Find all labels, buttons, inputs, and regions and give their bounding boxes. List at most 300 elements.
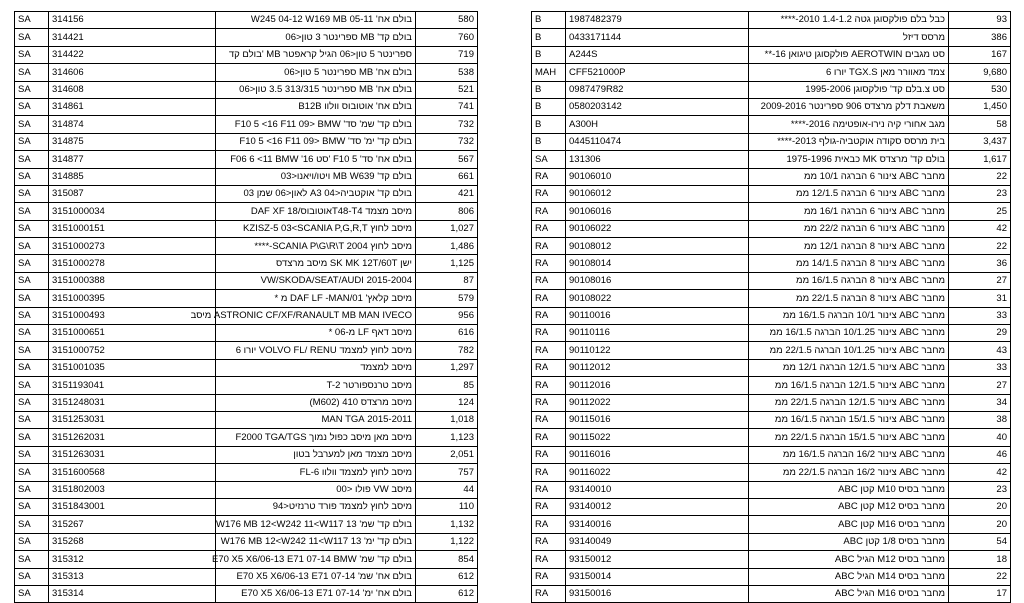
type-cell: SA	[15, 290, 49, 307]
table-row	[532, 98, 1011, 115]
description-cell: מחבר ABC צינור 10/1.25 הברגה 22/1.5 ממ	[749, 342, 949, 359]
description-cell: מחבר ABC צינור 8 הברגה 12/1 ממ	[749, 238, 949, 255]
description-cell: מיסב מצמד מאן למערבל בטון	[216, 446, 416, 463]
type-cell: SA	[15, 12, 49, 29]
type-cell: SA	[15, 272, 49, 289]
table-row	[532, 377, 1011, 394]
type-cell: SA	[15, 394, 49, 411]
quantity-cell: 956	[416, 307, 478, 324]
description-cell: מיסב לחוץ KZISZ-5 03<SCANIA P,G,R,T	[216, 220, 416, 237]
table-row	[532, 533, 1011, 550]
type-cell: RA	[532, 168, 566, 185]
table-row	[532, 481, 1011, 498]
description-cell: מחבר ABC צינור 8 הברגה 22/1.5 ממ	[749, 290, 949, 307]
part-code-cell: 93140012	[566, 498, 749, 515]
quantity-cell: 732	[416, 116, 478, 133]
type-cell: RA	[532, 272, 566, 289]
quantity-cell: 167	[949, 46, 1011, 63]
part-code-cell: 3151802003	[49, 481, 216, 498]
quantity-cell: 43	[949, 342, 1011, 359]
description-cell: מיסב טרנספורטר T-2	[216, 377, 416, 394]
quantity-cell: 2,051	[416, 446, 478, 463]
quantity-cell: 386	[949, 29, 1011, 46]
type-cell: SA	[15, 481, 49, 498]
part-code-cell: 314875	[49, 133, 216, 150]
quantity-cell: 27	[949, 272, 1011, 289]
table-row	[15, 12, 478, 29]
quantity-cell: 521	[416, 81, 478, 98]
quantity-cell: 579	[416, 290, 478, 307]
part-code-cell: 315314	[49, 585, 216, 602]
table-row	[15, 551, 478, 568]
description-cell: מחבר ABC צינור 10/1.25 הברגה 16/1.5 ממ	[749, 325, 949, 342]
part-code-cell: 93150014	[566, 568, 749, 585]
type-cell: RA	[532, 568, 566, 585]
description-cell: מיסב מצמד T48-T4אוטובוס/18 DAF XF	[216, 203, 416, 220]
description-cell: ישן SK MK 12T/60T מיסב מרצדס	[216, 255, 416, 272]
description-cell: מיסב לחוץ למצמד וולוו FL-6	[216, 464, 416, 481]
type-cell: SA	[15, 255, 49, 272]
description-cell: מיסב דאף LF מ-06 *	[216, 325, 416, 342]
description-cell: בולם אח' MB ספרינטר 5 טון<06	[216, 64, 416, 81]
part-code-cell: 315267	[49, 516, 216, 533]
quantity-cell: 612	[416, 568, 478, 585]
table-row	[532, 325, 1011, 342]
table-row	[532, 342, 1011, 359]
type-cell: SA	[15, 533, 49, 550]
type-cell: SA	[15, 551, 49, 568]
description-cell: בולם קד' MB W639 ויטו/ויאנו<03	[216, 168, 416, 185]
type-cell: RA	[532, 185, 566, 202]
type-cell: SA	[15, 585, 49, 602]
part-code-cell: 90116016	[566, 446, 749, 463]
table-row	[15, 185, 478, 202]
part-code-cell: 131306	[566, 151, 749, 168]
table-row	[532, 133, 1011, 150]
part-code-cell: 90116022	[566, 464, 749, 481]
parts-table-left	[14, 11, 478, 603]
type-cell: SA	[15, 464, 49, 481]
part-code-cell: 315313	[49, 568, 216, 585]
type-cell: RA	[532, 359, 566, 376]
quantity-cell: 93	[949, 12, 1011, 29]
part-code-cell: 3151843001	[49, 498, 216, 515]
table-row	[532, 238, 1011, 255]
quantity-cell: 1,617	[949, 151, 1011, 168]
table-row	[15, 203, 478, 220]
table-row	[15, 151, 478, 168]
description-cell: סט צ.בלם קד' פולקסוגן 1995-2006	[749, 81, 949, 98]
part-code-cell: 90115016	[566, 411, 749, 428]
quantity-cell: 20	[949, 498, 1011, 515]
table-row	[532, 255, 1011, 272]
description-cell: מחבר ABC צינור 6 הברגה 16/1 ממ	[749, 203, 949, 220]
type-cell: SA	[15, 116, 49, 133]
part-code-cell: 90108014	[566, 255, 749, 272]
description-cell: מחבר ABC צינור 15/1.5 הברגה 16/1.5 ממ	[749, 411, 949, 428]
table-row	[532, 168, 1011, 185]
part-code-cell: A244S	[566, 46, 749, 63]
part-code-cell: 0987479R82	[566, 81, 749, 98]
table-row	[532, 46, 1011, 63]
table-row	[15, 290, 478, 307]
part-code-cell: 90108016	[566, 272, 749, 289]
part-code-cell: 3151000752	[49, 342, 216, 359]
quantity-cell: 42	[949, 464, 1011, 481]
type-cell: B	[532, 46, 566, 63]
table-row	[532, 568, 1011, 585]
table-row	[532, 411, 1011, 428]
part-code-cell: 90108012	[566, 238, 749, 255]
quantity-cell: 530	[949, 81, 1011, 98]
quantity-cell: 1,122	[416, 533, 478, 550]
part-code-cell: A300H	[566, 116, 749, 133]
quantity-cell: 46	[949, 446, 1011, 463]
part-code-cell: 315268	[49, 533, 216, 550]
table-row	[532, 12, 1011, 29]
table-row	[15, 272, 478, 289]
quantity-cell: 22	[949, 168, 1011, 185]
part-code-cell: 1987482379	[566, 12, 749, 29]
type-cell: B	[532, 116, 566, 133]
table-row	[532, 551, 1011, 568]
description-cell: בולם קד' מרצדס MK כבאית 1975-1996	[749, 151, 949, 168]
part-code-cell: 90110122	[566, 342, 749, 359]
description-cell: מחבר ABC צינור 12/1.5 הברגה 22/1.5 ממ	[749, 394, 949, 411]
type-cell: B	[532, 98, 566, 115]
description-cell: בולם קד' MB ספרינטר 3 טון<06	[216, 29, 416, 46]
table-row	[15, 116, 478, 133]
quantity-cell: 23	[949, 481, 1011, 498]
description-cell: בולם אח' W245 04-12 W169 MB 05-11	[216, 12, 416, 29]
type-cell: SA	[15, 307, 49, 324]
part-code-cell: 314606	[49, 64, 216, 81]
type-cell: RA	[532, 220, 566, 237]
table-row	[532, 359, 1011, 376]
part-code-cell: 90106010	[566, 168, 749, 185]
part-code-cell: 3151600568	[49, 464, 216, 481]
part-code-cell: 0445110474	[566, 133, 749, 150]
type-cell: RA	[532, 533, 566, 550]
quantity-cell: 20	[949, 516, 1011, 533]
type-cell: SA	[532, 151, 566, 168]
part-code-cell: 314874	[49, 116, 216, 133]
parts-table-left-body	[15, 12, 478, 603]
quantity-cell: 421	[416, 185, 478, 202]
type-cell: RA	[532, 290, 566, 307]
quantity-cell: 40	[949, 429, 1011, 446]
table-row	[15, 585, 478, 602]
description-cell: בולם אח' שמ' E70 X5 X6/06-13 E71 07-14	[216, 568, 416, 585]
part-code-cell: 93140049	[566, 533, 749, 550]
part-code-cell: 3151000395	[49, 290, 216, 307]
quantity-cell: 9,680	[949, 64, 1011, 81]
description-cell: מיסב VW פולו <00	[216, 481, 416, 498]
description-cell: מחבר ABC צינור 16/2 הברגה 22/1.5 ממ	[749, 464, 949, 481]
description-cell: מחבר ABC צינור 8 הברגה 16/1.5 ממ	[749, 272, 949, 289]
type-cell: B	[532, 29, 566, 46]
description-cell: בולם קד' שמ' E70 X5 X6/06-13 E71 07-14 BMW	[216, 551, 416, 568]
quantity-cell: 27	[949, 377, 1011, 394]
table-row	[15, 29, 478, 46]
quantity-cell: 85	[416, 377, 478, 394]
table-row	[532, 516, 1011, 533]
type-cell: B	[532, 133, 566, 150]
type-cell: RA	[532, 325, 566, 342]
part-code-cell: 3151000151	[49, 220, 216, 237]
quantity-cell: 110	[416, 498, 478, 515]
table-row	[15, 133, 478, 150]
description-cell: סט מגבים AEROTWIN פולקסוגן טיגואן 16-**	[749, 46, 949, 63]
table-row	[15, 325, 478, 342]
part-code-cell: 90110016	[566, 307, 749, 324]
part-code-cell: 315087	[49, 185, 216, 202]
description-cell: מחבר בסיס M10 קטן ABC	[749, 481, 949, 498]
table-row	[15, 377, 478, 394]
type-cell: RA	[532, 411, 566, 428]
quantity-cell: 87	[416, 272, 478, 289]
description-cell: מחבר ABC צינור 8 הברגה 14/1.5 ממ	[749, 255, 949, 272]
part-code-cell: 314421	[49, 29, 216, 46]
table-row	[15, 359, 478, 376]
part-code-cell: 314156	[49, 12, 216, 29]
description-cell: מחבר ABC צינור 12/1.5 הברגה 12/1 ממ	[749, 359, 949, 376]
description-cell: מיסב קלאץ' DAF LF -MAN/01 מ *	[216, 290, 416, 307]
part-code-cell: 3151000273	[49, 238, 216, 255]
type-cell: SA	[15, 64, 49, 81]
quantity-cell: 3,437	[949, 133, 1011, 150]
table-row	[15, 498, 478, 515]
table-row	[532, 429, 1011, 446]
quantity-cell: 25	[949, 203, 1011, 220]
type-cell: RA	[532, 255, 566, 272]
table-row	[15, 464, 478, 481]
table-row	[532, 394, 1011, 411]
quantity-cell: 33	[949, 307, 1011, 324]
description-cell: בולם אח' MB ספרינטר 313/315 3.5 טון<06	[216, 81, 416, 98]
part-code-cell: 90108022	[566, 290, 749, 307]
type-cell: SA	[15, 98, 49, 115]
quantity-cell: 18	[949, 551, 1011, 568]
description-cell: מחבר ABC צינור 15/1.5 הברגה 22/1.5 ממ	[749, 429, 949, 446]
quantity-cell: 616	[416, 325, 478, 342]
type-cell: RA	[532, 342, 566, 359]
table-row	[15, 98, 478, 115]
quantity-cell: 760	[416, 29, 478, 46]
type-cell: SA	[15, 238, 49, 255]
type-cell: RA	[532, 464, 566, 481]
type-cell: RA	[532, 551, 566, 568]
type-cell: SA	[15, 498, 49, 515]
quantity-cell: 806	[416, 203, 478, 220]
description-cell: מיסב למצמד	[216, 359, 416, 376]
part-code-cell: 93140016	[566, 516, 749, 533]
table-row	[532, 203, 1011, 220]
part-code-cell: 3151000388	[49, 272, 216, 289]
parts-table-right-body	[532, 12, 1011, 603]
quantity-cell: 782	[416, 342, 478, 359]
quantity-cell: 567	[416, 151, 478, 168]
description-cell: מרסס דיזל	[749, 29, 949, 46]
type-cell: RA	[532, 377, 566, 394]
part-code-cell: 93140010	[566, 481, 749, 498]
table-row	[15, 394, 478, 411]
description-cell: מגב אחורי קיה נירו-אופטימה 2016-****	[749, 116, 949, 133]
part-code-cell: 90112012	[566, 359, 749, 376]
part-code-cell: 315312	[49, 551, 216, 568]
table-row	[15, 446, 478, 463]
type-cell: MAH	[532, 64, 566, 81]
table-row	[15, 46, 478, 63]
description-cell: מחבר בסיס 1/8 קטן ABC	[749, 533, 949, 550]
type-cell: SA	[15, 46, 49, 63]
quantity-cell: 1,125	[416, 255, 478, 272]
part-code-cell: 3151000034	[49, 203, 216, 220]
type-cell: RA	[532, 394, 566, 411]
description-cell: כבל בלם פולקסוגן גטה 1.4-1.2 2010-****	[749, 12, 949, 29]
quantity-cell: 757	[416, 464, 478, 481]
type-cell: RA	[532, 516, 566, 533]
type-cell: SA	[15, 325, 49, 342]
quantity-cell: 124	[416, 394, 478, 411]
quantity-cell: 29	[949, 325, 1011, 342]
table-row	[532, 151, 1011, 168]
part-code-cell: 90106022	[566, 220, 749, 237]
quantity-cell: 1,027	[416, 220, 478, 237]
part-code-cell: 314861	[49, 98, 216, 115]
table-row	[532, 464, 1011, 481]
quantity-cell: 612	[416, 585, 478, 602]
description-cell: מיסב לחוץ SCANIA P\G\R\T 2004-****	[216, 238, 416, 255]
table-row	[15, 64, 478, 81]
type-cell: SA	[15, 220, 49, 237]
quantity-cell: 42	[949, 220, 1011, 237]
description-cell: מיסב לחוץ למצמד VOLVO FL/ RENU יורו 6	[216, 342, 416, 359]
part-code-cell: 90112022	[566, 394, 749, 411]
quantity-cell: 54	[949, 533, 1011, 550]
type-cell: RA	[532, 498, 566, 515]
quantity-cell: 58	[949, 116, 1011, 133]
quantity-cell: 732	[416, 133, 478, 150]
description-cell: מיסב מרצדס 410 (M602)	[216, 394, 416, 411]
part-code-cell: 314877	[49, 151, 216, 168]
part-code-cell: 0580203142	[566, 98, 749, 115]
type-cell: SA	[15, 568, 49, 585]
type-cell: SA	[15, 516, 49, 533]
type-cell: SA	[15, 359, 49, 376]
type-cell: SA	[15, 446, 49, 463]
quantity-cell: 34	[949, 394, 1011, 411]
quantity-cell: 22	[949, 238, 1011, 255]
table-row	[532, 585, 1011, 602]
part-code-cell: 3151000493	[49, 307, 216, 324]
description-cell: בולם קד' שמ' W176 MB 12<W242 11<W117 13	[216, 516, 416, 533]
table-row	[15, 516, 478, 533]
quantity-cell: 719	[416, 46, 478, 63]
description-cell: צמד מאוורר מאן TGX.S יורו 6	[749, 64, 949, 81]
description-cell: מחבר בסיס M16 הגיל ABC	[749, 585, 949, 602]
quantity-cell: 44	[416, 481, 478, 498]
quantity-cell: 661	[416, 168, 478, 185]
table-row	[15, 411, 478, 428]
description-cell: 2015-2004 VW/SKODA/SEAT/AUDI	[216, 272, 416, 289]
table-row	[15, 168, 478, 185]
type-cell: SA	[15, 203, 49, 220]
part-code-cell: 3151001035	[49, 359, 216, 376]
quantity-cell: 1,297	[416, 359, 478, 376]
type-cell: SA	[15, 133, 49, 150]
description-cell: מחבר ABC צינור 6 הברגה 22/2 ממ	[749, 220, 949, 237]
table-row	[532, 220, 1011, 237]
description-cell: מחבר בסיס M14 הגיל ABC	[749, 568, 949, 585]
quantity-cell: 17	[949, 585, 1011, 602]
table-row	[532, 64, 1011, 81]
quantity-cell: 1,123	[416, 429, 478, 446]
table-row	[532, 498, 1011, 515]
type-cell: SA	[15, 29, 49, 46]
table-row	[532, 307, 1011, 324]
description-cell: בולם קד' אוקטביה<04 A3 לאון<06 שמן 03	[216, 185, 416, 202]
table-row	[532, 185, 1011, 202]
quantity-cell: 38	[949, 411, 1011, 428]
part-code-cell: 90115022	[566, 429, 749, 446]
table-row	[15, 220, 478, 237]
table-row	[15, 429, 478, 446]
table-row	[15, 307, 478, 324]
table-row	[532, 290, 1011, 307]
type-cell: B	[532, 12, 566, 29]
quantity-cell: 1,486	[416, 238, 478, 255]
description-cell: מחבר ABC צינור 6 הברגה 10/1 ממ	[749, 168, 949, 185]
part-code-cell: 3151253031	[49, 411, 216, 428]
part-code-cell: 90110116	[566, 325, 749, 342]
quantity-cell: 538	[416, 64, 478, 81]
description-cell: בולם קד' שמ' סד' F10 5 <16 F11 09> BMW	[216, 116, 416, 133]
type-cell: SA	[15, 377, 49, 394]
quantity-cell: 854	[416, 551, 478, 568]
description-cell: מחבר ABC צינור 10/1 הברגה 16/1.5 ממ	[749, 307, 949, 324]
type-cell: RA	[532, 585, 566, 602]
quantity-cell: 580	[416, 12, 478, 29]
type-cell: RA	[532, 203, 566, 220]
table-row	[15, 568, 478, 585]
table-row	[532, 29, 1011, 46]
quantity-cell: 22	[949, 568, 1011, 585]
table-row	[15, 255, 478, 272]
description-cell: ספרינטר 5 טון<06 הגיל קראפטר MB 'בולם קד	[216, 46, 416, 63]
type-cell: SA	[15, 185, 49, 202]
table-row	[15, 238, 478, 255]
quantity-cell: 1,018	[416, 411, 478, 428]
quantity-cell: 741	[416, 98, 478, 115]
table-row	[15, 533, 478, 550]
part-code-cell: 93150012	[566, 551, 749, 568]
table-row	[532, 81, 1011, 98]
table-row	[532, 116, 1011, 133]
type-cell: RA	[532, 446, 566, 463]
description-cell: מיסב לחוץ למצמד פורד טרנזיט<94	[216, 498, 416, 515]
type-cell: SA	[15, 342, 49, 359]
part-code-cell: 0433171144	[566, 29, 749, 46]
table-row	[15, 481, 478, 498]
part-code-cell: 93150016	[566, 585, 749, 602]
part-code-cell: 3151000651	[49, 325, 216, 342]
table-row	[532, 446, 1011, 463]
description-cell: מחבר בסיס M12 הגיל ABC	[749, 551, 949, 568]
type-cell: RA	[532, 238, 566, 255]
type-cell: SA	[15, 168, 49, 185]
part-code-cell: 3151263031	[49, 446, 216, 463]
